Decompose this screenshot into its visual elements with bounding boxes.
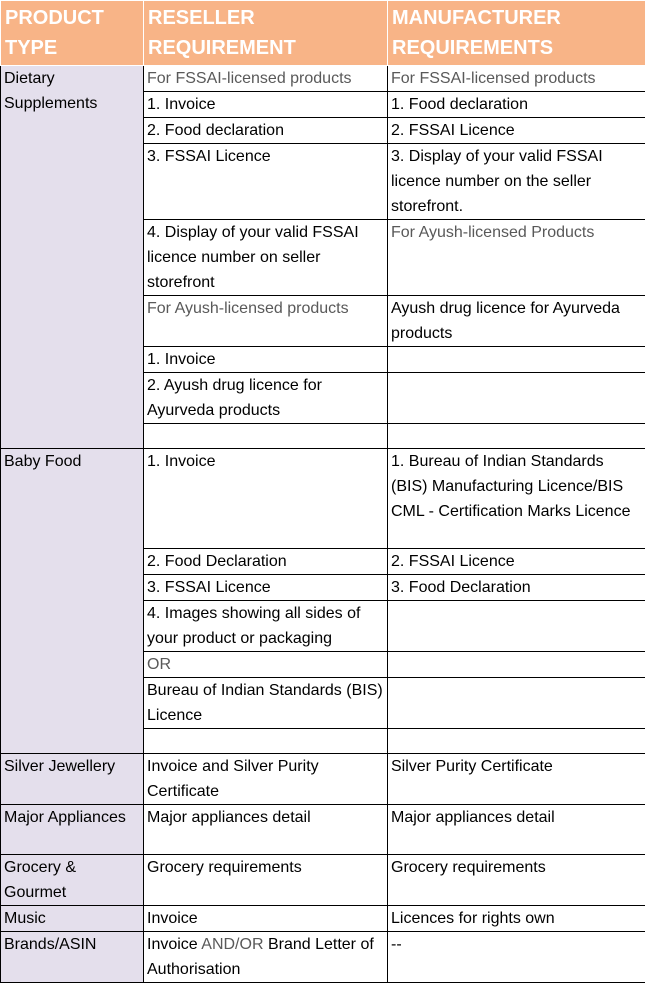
reseller-cell: 1. Invoice xyxy=(144,92,388,118)
reseller-cell xyxy=(144,424,388,449)
manufacturer-cell: For FSSAI-licensed products xyxy=(388,66,645,92)
table-row xyxy=(1,66,645,92)
reseller-cell: 3. FSSAI Licence xyxy=(144,575,388,601)
manufacturer-cell xyxy=(388,678,645,729)
product-type-cell: Dietary Supplements xyxy=(1,66,144,449)
table-row xyxy=(1,932,645,983)
manufacturer-cell xyxy=(388,373,645,424)
reseller-cell: OR xyxy=(144,652,388,678)
manufacturer-cell: 1. Food declaration xyxy=(388,92,645,118)
manufacturer-cell xyxy=(388,424,645,449)
manufacturer-cell: Major appliances detail xyxy=(388,805,645,855)
reseller-cell: 4. Display of your valid FSSAI licence number on seller storefront xyxy=(144,220,388,296)
product-type-cell: Baby Food xyxy=(1,449,144,754)
manufacturer-cell: For Ayush-licensed Products xyxy=(388,220,645,296)
reseller-cell: Major appliances detail xyxy=(144,805,388,855)
manufacturer-cell: 2. FSSAI Licence xyxy=(388,118,645,144)
product-type-cell: Silver Jewellery xyxy=(1,754,144,805)
product-type-cell: Major Appliances xyxy=(1,805,144,855)
reseller-cell: 4. Images showing all sides of your product or packaging xyxy=(144,601,388,652)
reseller-cell: 3. FSSAI Licence xyxy=(144,144,388,220)
table-row xyxy=(1,805,645,855)
manufacturer-cell: 3. Display of your valid FSSAI licence number on the seller storefront. xyxy=(388,144,645,220)
reseller-cell: 2. Food declaration xyxy=(144,118,388,144)
reseller-cell: Invoice xyxy=(144,906,388,932)
reseller-cell: 2. Ayush drug licence for Ayurveda products xyxy=(144,373,388,424)
header-reseller-requirement: RESELLER REQUIREMENT xyxy=(144,1,388,66)
header-manufacturer-requirements: MANUFACTURER REQUIREMENTS xyxy=(388,1,645,66)
reseller-cell: 1. Invoice xyxy=(144,347,388,373)
manufacturer-cell: Silver Purity Certificate xyxy=(388,754,645,805)
manufacturer-cell: 3. Food Declaration xyxy=(388,575,645,601)
manufacturer-cell: 2. FSSAI Licence xyxy=(388,549,645,575)
manufacturer-cell: Grocery requirements xyxy=(388,855,645,906)
header-row xyxy=(1,1,645,66)
reseller-cell: Bureau of Indian Standards (BIS) Licence xyxy=(144,678,388,729)
table-row xyxy=(1,449,645,549)
manufacturer-cell xyxy=(388,347,645,373)
product-type-cell: Music xyxy=(1,906,144,932)
manufacturer-cell: Licences for rights own xyxy=(388,906,645,932)
table-row xyxy=(1,855,645,906)
reseller-cell: For Ayush-licensed products xyxy=(144,296,388,347)
manufacturer-cell: Ayush drug licence for Ayurveda products xyxy=(388,296,645,347)
manufacturer-cell xyxy=(388,729,645,754)
reseller-cell: Invoice AND/OR Brand Letter of Authorisation xyxy=(144,932,388,983)
manufacturer-cell xyxy=(388,601,645,652)
table-row xyxy=(1,754,645,805)
reseller-cell: For FSSAI-licensed products xyxy=(144,66,388,92)
reseller-cell: Grocery requirements xyxy=(144,855,388,906)
product-type-cell: Brands/ASIN xyxy=(1,932,144,983)
manufacturer-cell: -- xyxy=(388,932,645,983)
table-row xyxy=(1,906,645,932)
manufacturer-cell: 1. Bureau of Indian Standards (BIS) Manufacturing Licence/BIS CML - Certification Marks Licence xyxy=(388,449,645,549)
reseller-cell xyxy=(144,729,388,754)
reseller-cell: 2. Food Declaration xyxy=(144,549,388,575)
manufacturer-cell xyxy=(388,652,645,678)
product-type-cell: Grocery & Gourmet xyxy=(1,855,144,906)
reseller-cell: Invoice and Silver Purity Certificate xyxy=(144,754,388,805)
header-product-type: PRODUCT TYPE xyxy=(1,1,144,66)
reseller-cell: 1. Invoice xyxy=(144,449,388,549)
